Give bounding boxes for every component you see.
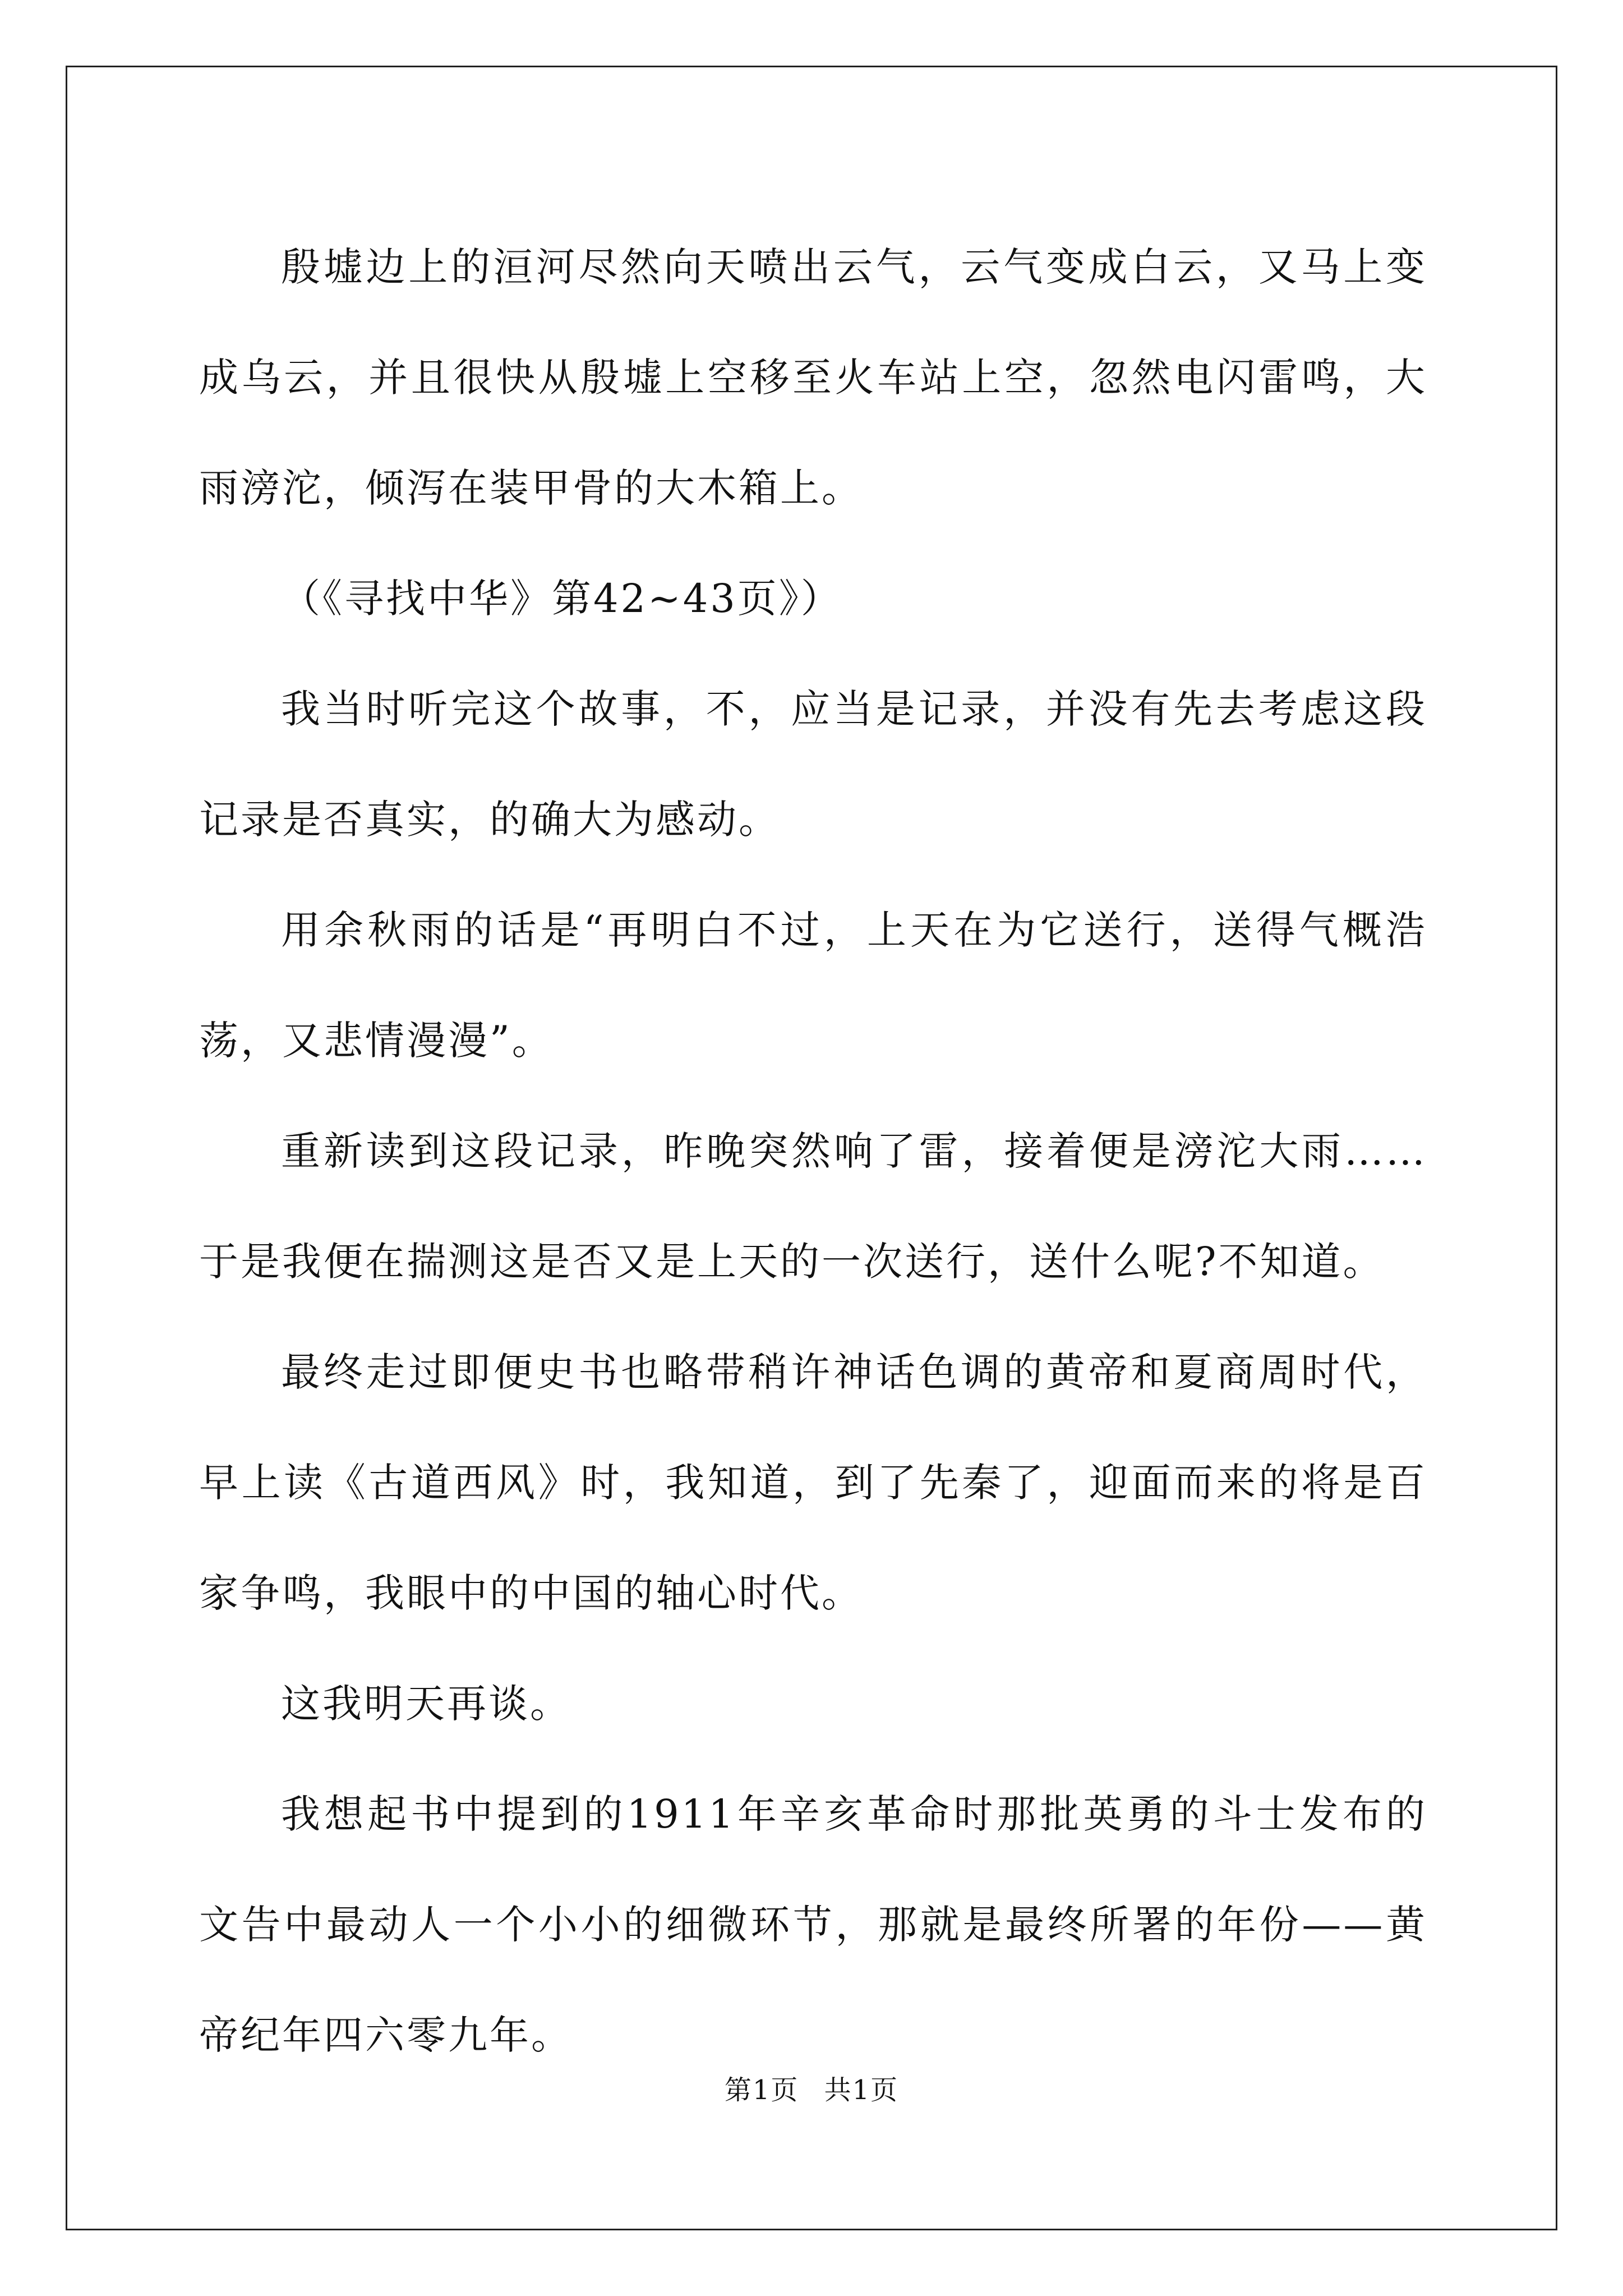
paragraph: 用余秋雨的话是“再明白不过，上天在为它送行，送得气概浩荡，又悲情漫漫”。 [199, 907, 1427, 1064]
paragraph: 这我明天再谈。 [281, 1681, 571, 1727]
document-body [199, 212, 1427, 2091]
paragraph: 最终走过即便史书也略带稍许神话色调的黄帝和夏商周时代，早上读《古道西风》时，我知道，到了先秦了，迎面而来的将是百家争鸣，我眼中的中国的轴心时代。 [199, 1349, 1427, 1616]
paragraph: 殷墟边上的洹河尽然向天喷出云气，云气变成白云，又马上变成乌云，并且很快从殷墟上空移至火车站上空，忽然电闪雷鸣，大雨滂沱，倾泻在装甲骨的大木箱上。 [199, 244, 1427, 511]
page-footer [0, 2073, 1623, 2107]
paragraph: （《寻找中华》第42~43页》） [281, 576, 842, 622]
paragraph: 我想起书中提到的1911年辛亥革命时那批英勇的斗士发布的文告中最动人一个小小的细微环节，那就是最终所署的年份——黄帝纪年四六零九年。 [199, 1791, 1427, 2058]
page-number: 第1页 [724, 2074, 799, 2106]
paragraph: 我当时听完这个故事，不，应当是记录，并没有先去考虑这段记录是否真实，的确大为感动。 [199, 686, 1427, 843]
paragraph: 重新读到这段记录，昨晚突然响了雷，接着便是滂沱大雨……于是我便在揣测这是否又是上天的一次送行，送什么呢?不知道。 [199, 1128, 1427, 1285]
page-count: 共1页 [824, 2074, 899, 2106]
